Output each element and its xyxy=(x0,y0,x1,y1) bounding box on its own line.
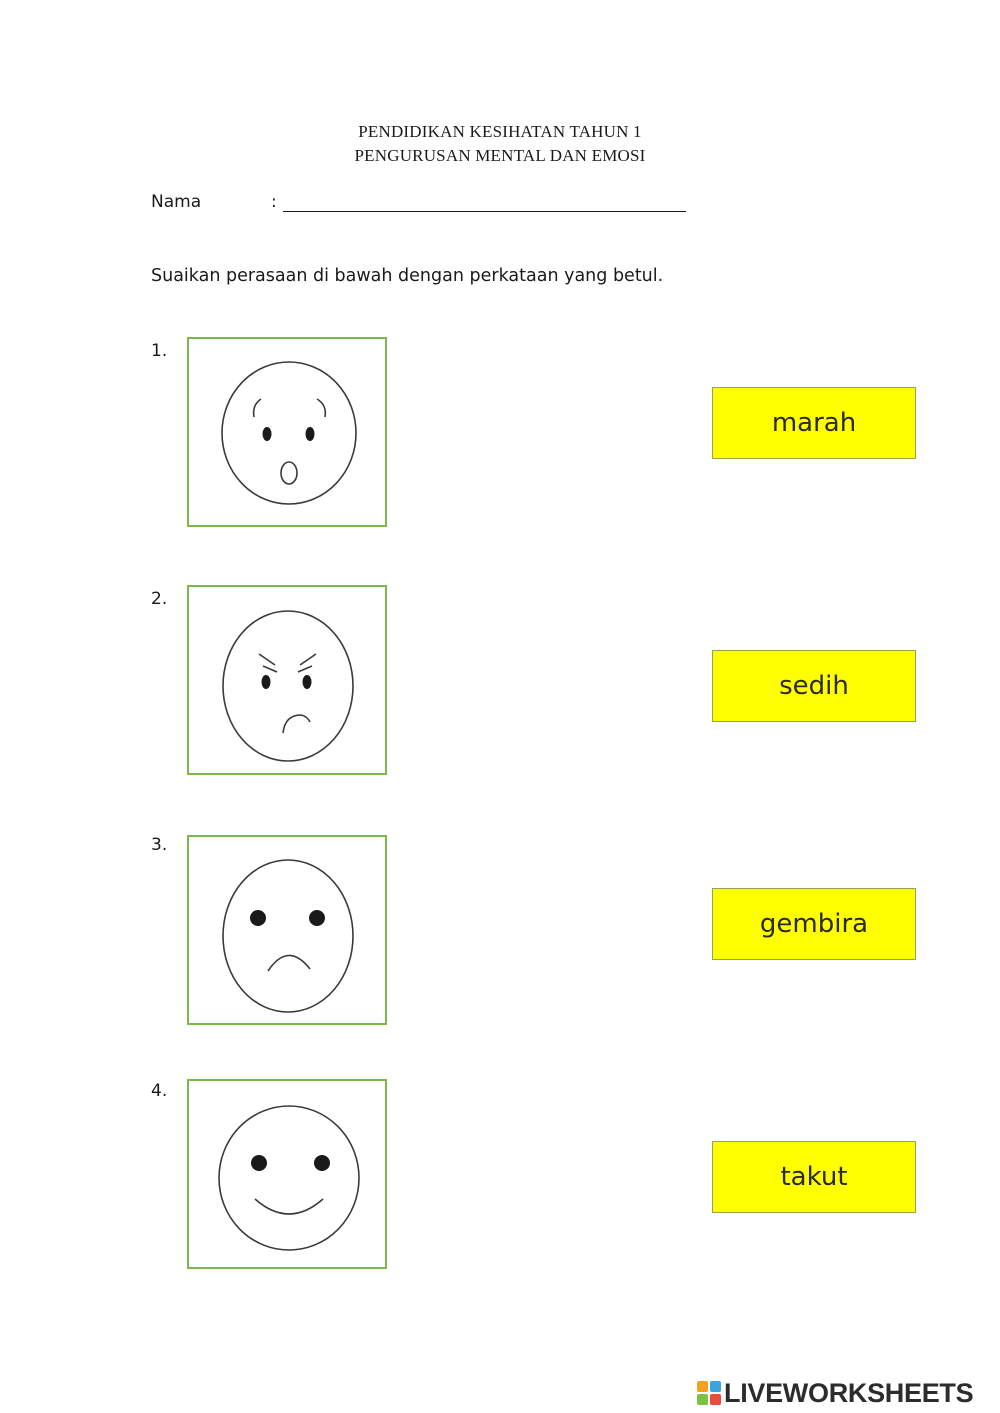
angry-face-icon xyxy=(189,587,385,773)
face-box-2[interactable] xyxy=(187,585,387,775)
answer-box-gembira[interactable]: gembira xyxy=(712,888,916,960)
name-underline xyxy=(283,211,686,212)
face-box-1[interactable] xyxy=(187,337,387,527)
happy-face-icon xyxy=(189,1081,385,1267)
worksheet-title: PENDIDIKAN KESIHATAN TAHUN 1 xyxy=(358,122,642,141)
face-box-3[interactable] xyxy=(187,835,387,1025)
worksheet-subtitle: PENGURUSAN MENTAL DAN EMOSI xyxy=(354,146,646,165)
question-number: 1. xyxy=(151,341,168,361)
answer-box-sedih[interactable]: sedih xyxy=(712,650,916,722)
sad-face-icon xyxy=(189,837,385,1023)
question-number: 4. xyxy=(151,1081,168,1101)
question-number: 2. xyxy=(151,589,168,609)
liveworksheets-logo-text: LIVEWORKSHEETS xyxy=(724,1377,974,1408)
face-box-4[interactable] xyxy=(187,1079,387,1269)
question-number: 3. xyxy=(151,835,168,855)
instruction-text: Suaikan perasaan di bawah dengan perkataan yang betul. xyxy=(151,266,664,286)
answer-box-takut[interactable]: takut xyxy=(712,1141,916,1213)
liveworksheets-logo-icon xyxy=(697,1381,721,1405)
liveworksheets-logo[interactable] xyxy=(697,1376,973,1410)
name-colon: : xyxy=(271,192,277,212)
scared-face-icon xyxy=(189,339,385,525)
answer-box-marah[interactable]: marah xyxy=(712,387,916,459)
name-label: Nama xyxy=(151,192,202,212)
